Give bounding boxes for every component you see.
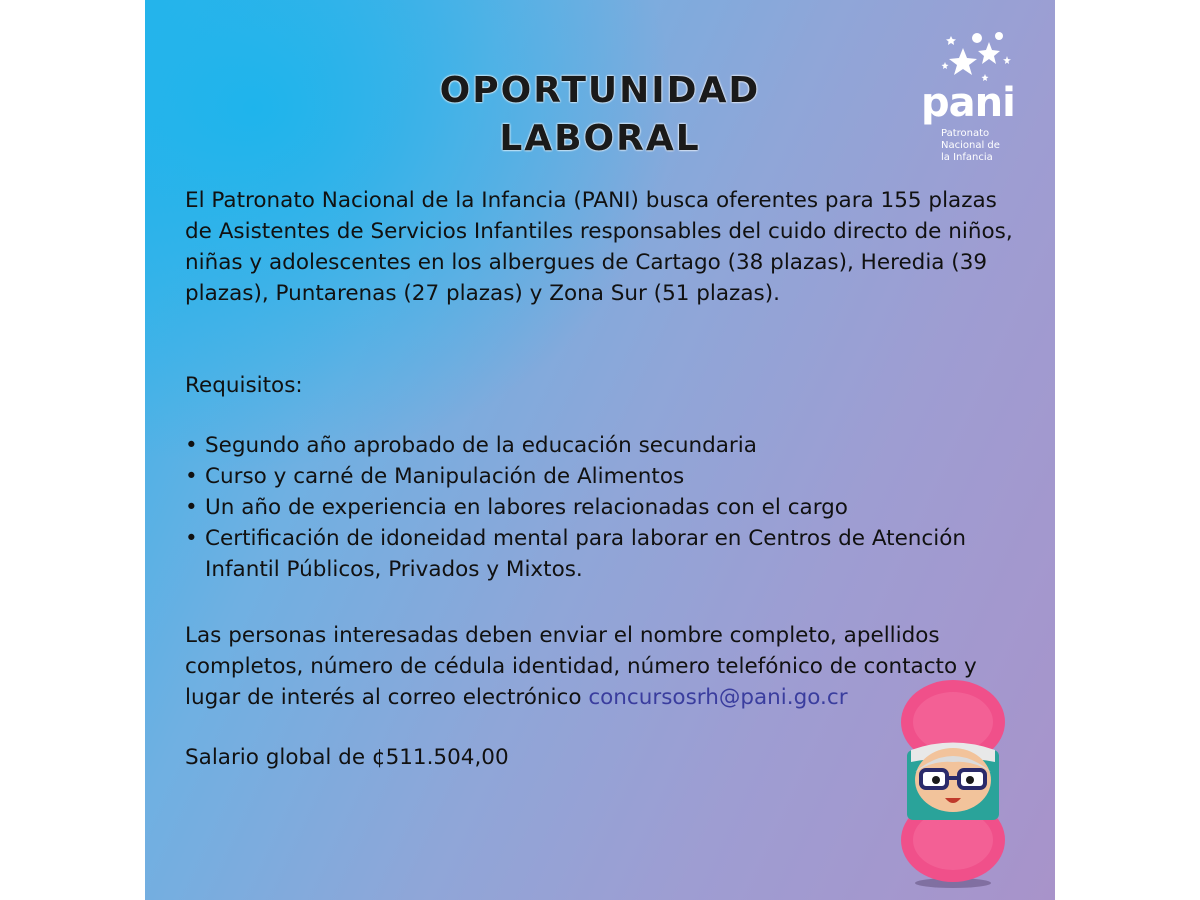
pani-wordmark: pani: [921, 80, 1015, 126]
closing-text: Las personas interesadas deben enviar el nombre completo, apellidos completos, número de cédula identidad, número telefónico de contacto y lugar de interés al correo electrónico: [185, 623, 977, 710]
yarn-doll-mascot: [893, 680, 1013, 890]
requirements-heading: Requisitos:: [185, 373, 303, 398]
pani-subtitle-line: la Infancia: [941, 152, 993, 163]
requirement-item: • Un año de experiencia en labores relacionadas con el cargo: [185, 492, 1015, 523]
closing-paragraph: [185, 620, 1015, 713]
intro-paragraph: El Patronato Nacional de la Infancia (PANI) busca oferentes para 155 plazas de Asistentes de Servicios Infantiles responsables del cuido directo de niños, niñas y adolescentes en los albergues de Cartago (38 plazas), Heredia (39 plazas), Puntarenas (27 plazas) y Zona Sur (51 plazas).: [185, 188, 1013, 306]
job-poster: [145, 0, 1055, 900]
requirement-item: • Segundo año aprobado de la educación secundaria: [185, 430, 1015, 461]
email-link[interactable]: concursosrh@pani.go.cr: [588, 685, 848, 710]
requirements-list: [185, 430, 1015, 585]
pani-subtitle-line: Patronato: [941, 128, 990, 139]
title-line-2: LABORAL: [499, 118, 701, 159]
title-line-1: OPORTUNIDAD: [439, 70, 761, 111]
requirement-item: • Curso y carné de Manipulación de Alimentos: [185, 461, 1015, 492]
pani-subtitle-line: Nacional de: [941, 140, 1000, 151]
salary-text: Salario global de ¢511.504,00: [185, 745, 509, 770]
requirement-item: • Certificación de idoneidad mental para laborar en Centros de Atención Infantil Públicos, Privados y Mixtos.: [185, 523, 1015, 585]
